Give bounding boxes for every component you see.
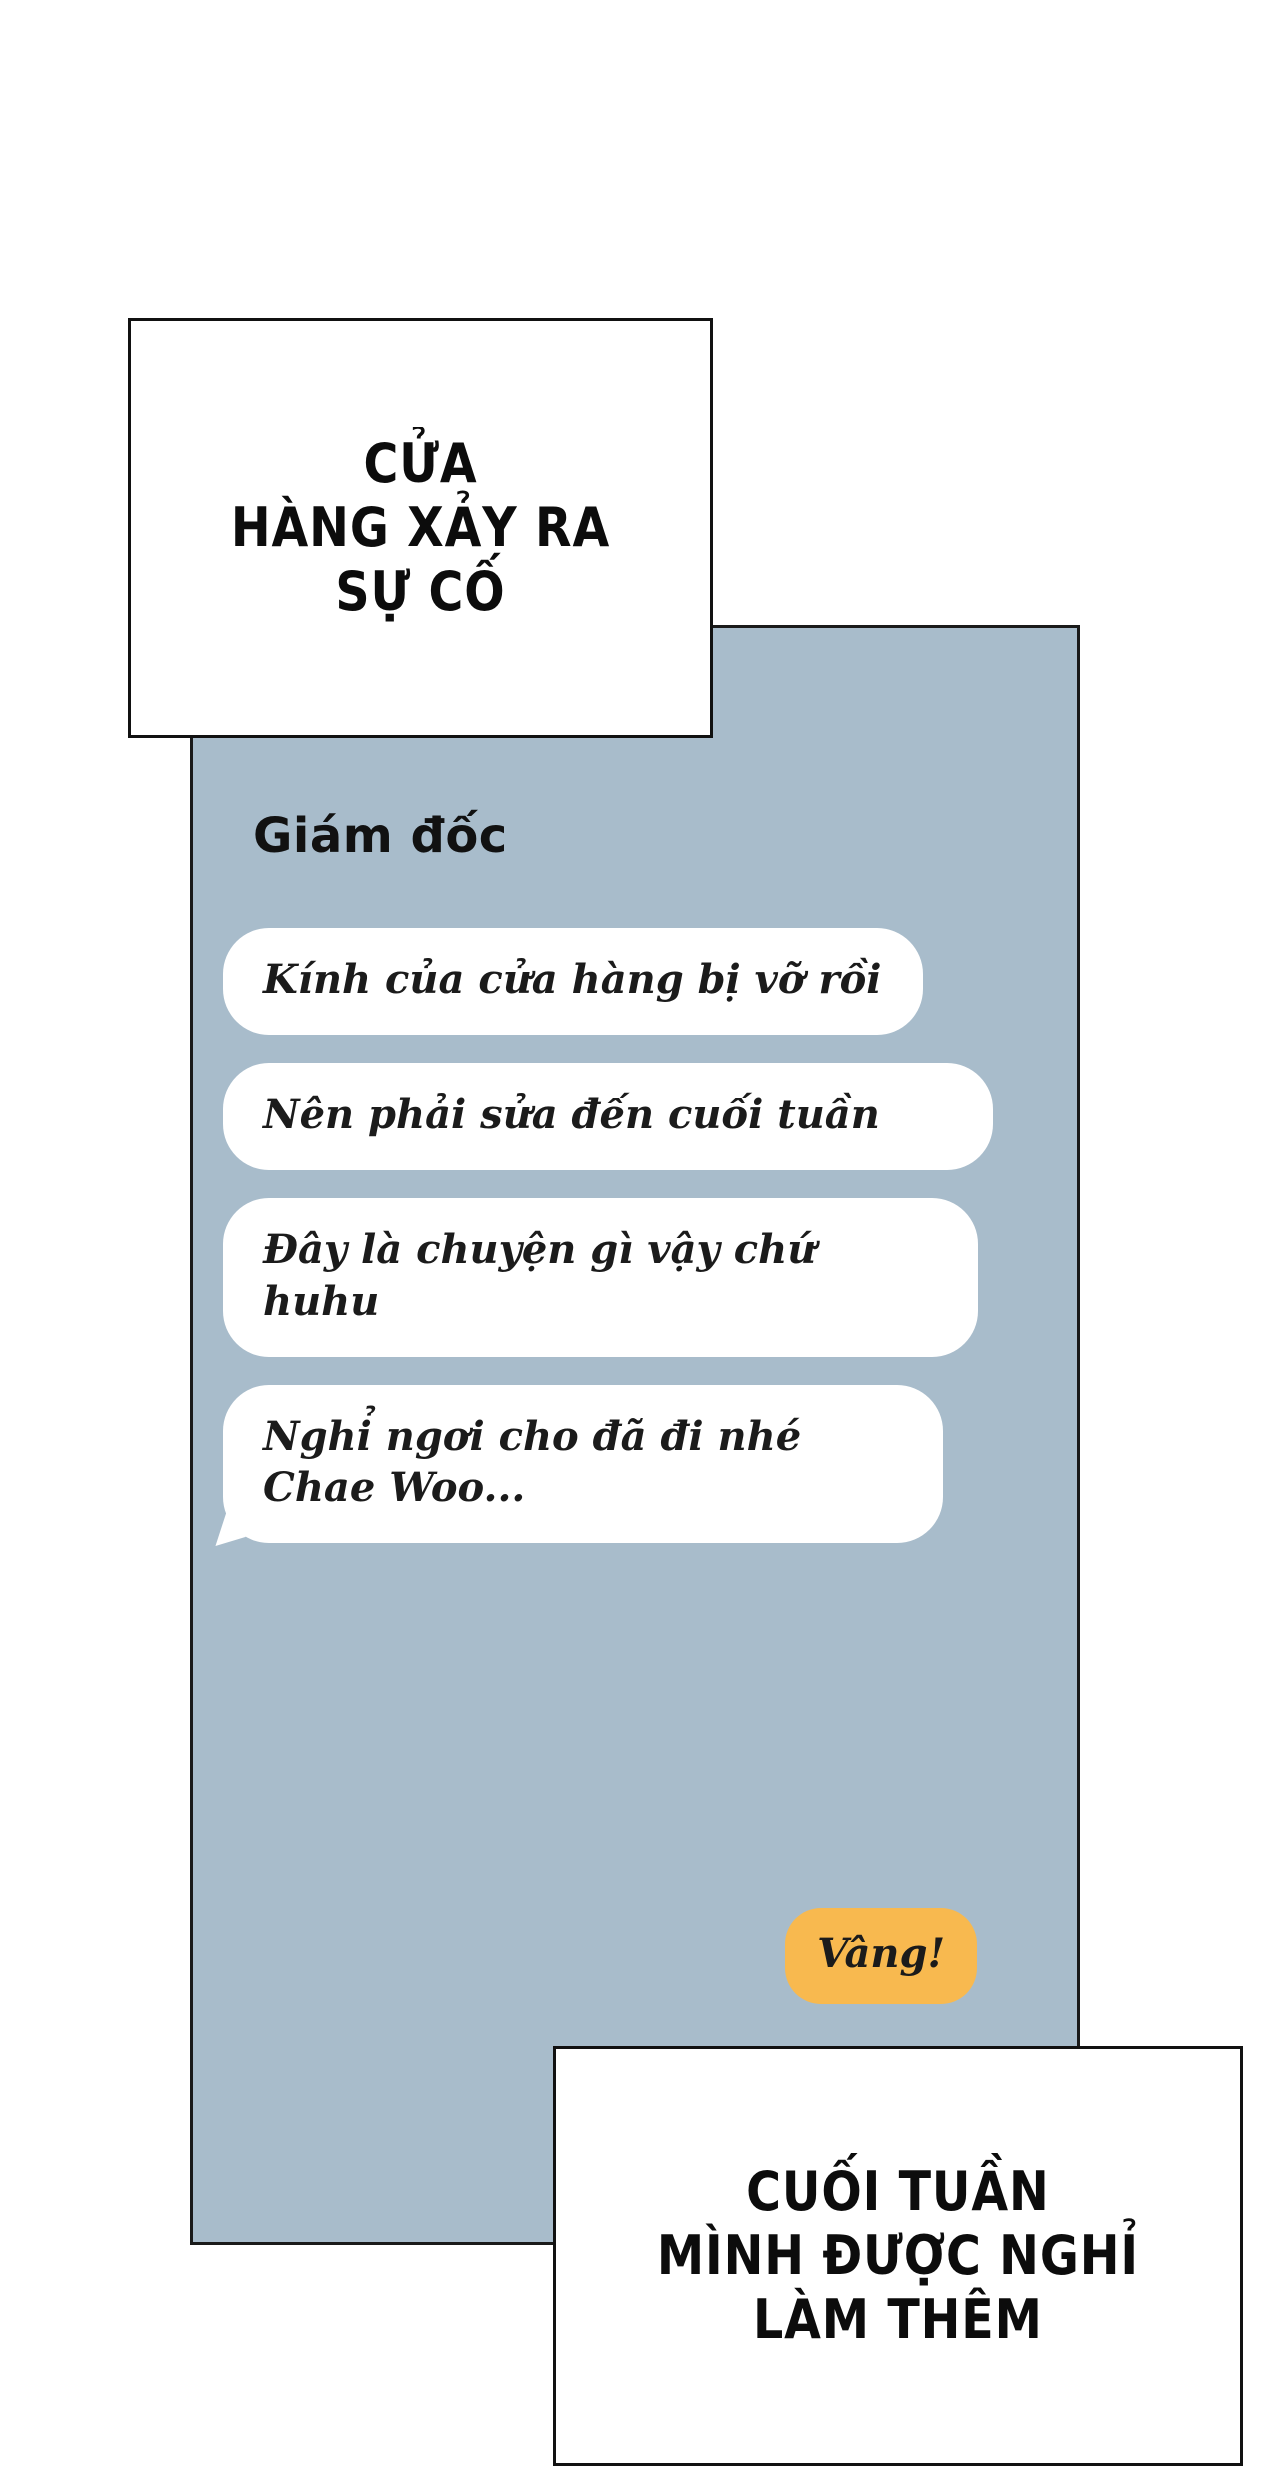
- incoming-message-list: [223, 928, 1053, 1571]
- chat-contact-name: Giám đốc: [253, 808, 508, 864]
- chat-panel: [190, 625, 1080, 2245]
- caption-text: CỬA HÀNG XẢY RA SỰ CỐ: [230, 432, 611, 623]
- caption-box-bottom: [553, 2046, 1243, 2466]
- chat-bubble-incoming: Kính của cửa hàng bị vỡ rồi: [223, 928, 923, 1035]
- chat-bubble-outgoing: Vâng!: [785, 1908, 977, 2004]
- chat-bubble-incoming: Nên phải sửa đến cuối tuần: [223, 1063, 993, 1170]
- outgoing-message-list: [677, 1908, 977, 2004]
- caption-box-top: [128, 318, 713, 738]
- chat-bubble-incoming: Đây là chuyện gì vậy chứ huhu: [223, 1198, 978, 1356]
- chat-bubble-incoming: Nghỉ ngơi cho đã đi nhé Chae Woo...: [223, 1385, 943, 1543]
- caption-text: CUỐI TUẦN MÌNH ĐƯỢC NGHỈ LÀM THÊM: [656, 2160, 1140, 2351]
